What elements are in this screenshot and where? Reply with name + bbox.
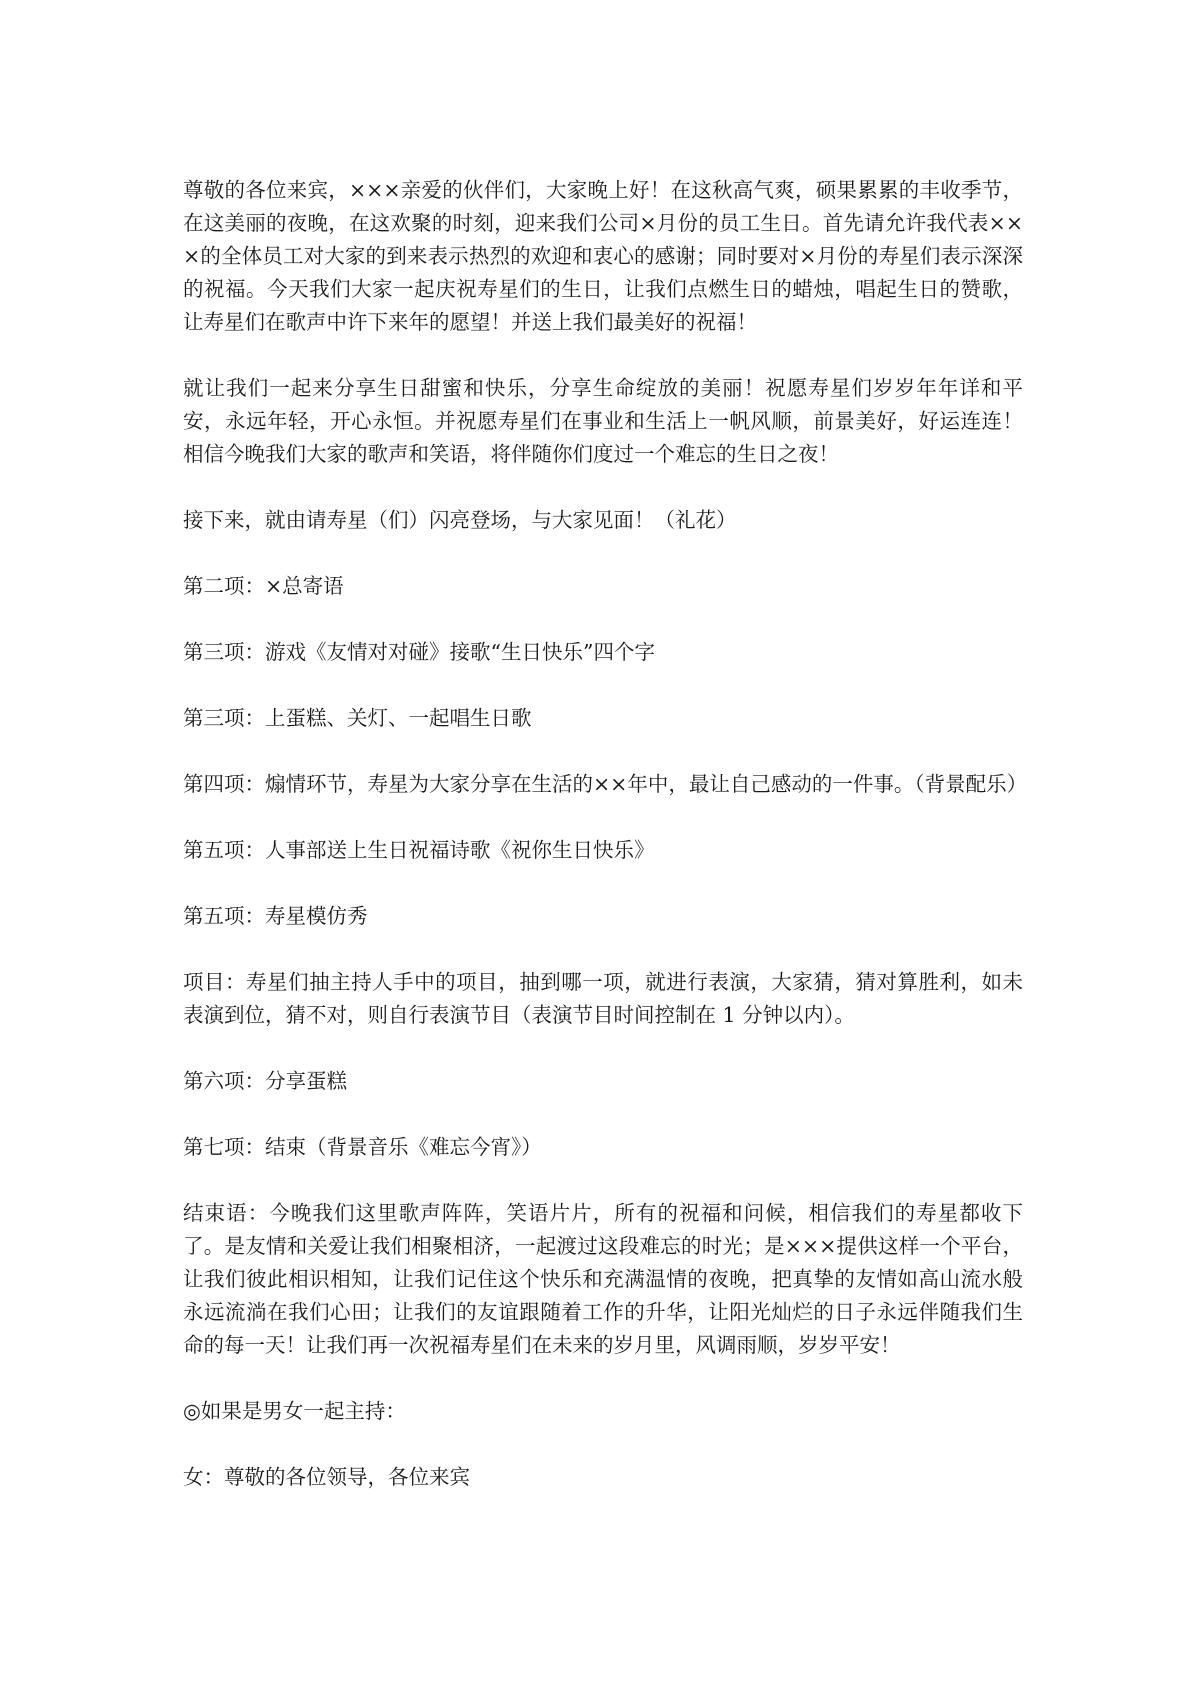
- program-item-3-cake: 第三项：上蛋糕、关灯、一起唱生日歌: [183, 706, 532, 730]
- program-rules-paragraph: 项目：寿星们抽主持人手中的项目，抽到哪一项，就进行表演，大家猜，猜对算胜利，如未表演到位，猜不对，则自行表演节目（表演节目时间控制在 1 分钟以内）。: [183, 970, 1023, 1027]
- program-item-4: 第四项：煽情环节，寿星为大家分享在生活的××年中，最让自己感动的一件事。（背景配乐）: [183, 772, 1028, 796]
- female-host-line: 女：尊敬的各位领导，各位来宾: [183, 1465, 470, 1489]
- program-item-3-game: 第三项：游戏《友情对对碰》接歌“生日快乐”四个字: [183, 640, 655, 664]
- program-item-7: 第七项：结束（背景音乐《难忘今宵》）: [183, 1135, 542, 1159]
- co-host-note: ◎如果是男女一起主持：: [183, 1399, 406, 1423]
- program-item-5-poem: 第五项：人事部送上生日祝福诗歌《祝你生日快乐》: [183, 838, 655, 862]
- opening-speech-paragraph: 尊敬的各位来宾，×××亲爱的伙伴们，大家晚上好！在这秋高气爽，硕果累累的丰收季节，在这美丽的夜晚，在这欢聚的时刻，迎来我们公司×月份的员工生日。首先请允许我代表×××的全体员工对大家的到来表示热烈的欢迎和衷心的感谢；同时要对×月份的寿星们表示深深的祝福。今天我们大家一起庆祝寿星们的生日，让我们点燃生日的蜡烛，唱起生日的赞歌，让寿星们在歌声中许下来年的愿望！并送上我们最美好的祝福！: [183, 178, 1023, 334]
- blessing-paragraph: 就让我们一起来分享生日甜蜜和快乐，分享生命绽放的美丽！祝愿寿星们岁岁年年详和平安，永远年轻，开心永恒。并祝愿寿星们在事业和生活上一帆风顺，前景美好，好运连连！相信今晚我们大家的歌声和笑语，将伴随你们度过一个难忘的生日之夜！: [183, 376, 1023, 466]
- birthday-stars-entrance-paragraph: 接下来，就由请寿星（们）闪亮登场，与大家见面！（礼花）: [183, 508, 737, 532]
- program-item-6: 第六项：分享蛋糕: [183, 1069, 347, 1093]
- document-body: [183, 174, 1028, 1527]
- program-item-5-imitation: 第五项：寿星模仿秀: [183, 904, 368, 928]
- program-item-2: 第二项：×总寄语: [183, 574, 344, 598]
- closing-speech-paragraph: 结束语：今晚我们这里歌声阵阵，笑语片片，所有的祝福和问候，相信我们的寿星都收下了。是友情和关爱让我们相聚相济，一起渡过这段难忘的时光；是×××提供这样一个平台，让我们彼此相识相知，让我们记住这个快乐和充满温情的夜晚，把真挚的友情如高山流水般永远流淌在我们心田；让我们的友谊跟随着工作的升华，让阳光灿烂的日子永远伴随我们生命的每一天！让我们再一次祝福寿星们在未来的岁月里，风调雨顺，岁岁平安！: [183, 1201, 1023, 1357]
